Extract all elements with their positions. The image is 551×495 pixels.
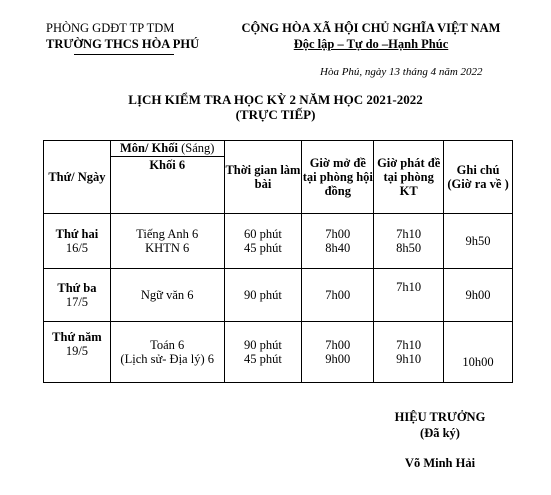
day-cell (44, 214, 111, 269)
header-subject-grade: Khối 6 (149, 158, 186, 172)
dispatch-time-cell (374, 214, 444, 269)
note: 10h00 (462, 355, 494, 369)
signer-role: HIỆU TRƯỞNG (394, 410, 486, 424)
subject: KHTN 6 (145, 241, 190, 255)
day-date: 16/5 (65, 241, 89, 255)
duration: 60 phút (244, 227, 282, 241)
table-row (44, 269, 513, 322)
header-subject-label: Môn/ Khối (119, 141, 178, 155)
department-name: PHÒNG GDĐT TP TDM (46, 21, 175, 35)
document-title (0, 92, 551, 122)
header-open-time: Giờ mở đề tại phòng hội đồng (302, 141, 374, 214)
school-name: TRƯỜNG THCS HÒA PHÚ (46, 37, 200, 51)
table-row (44, 214, 513, 269)
day-cell (44, 322, 111, 383)
open-time-cell (302, 214, 374, 269)
dispatch-time: 9h10 (396, 352, 422, 366)
subject: (Lịch sử- Địa lý) 6 (120, 352, 214, 366)
duration-cell (224, 322, 302, 383)
org-header (46, 20, 206, 55)
national-motto-text: Độc lập – Tự do –Hạnh Phúc (293, 37, 449, 51)
national-title: CỘNG HÒA XÃ HỘI CHỦ NGHĨA VIỆT NAM (241, 21, 501, 35)
open-time-cell (302, 322, 374, 383)
open-time: 7h00 (325, 227, 351, 241)
subject-cell (110, 269, 224, 322)
note-cell (444, 269, 513, 322)
duration-cell (224, 269, 302, 322)
table-row (44, 322, 513, 383)
note: 9h00 (465, 288, 491, 302)
header-dispatch-time: Giờ phát đề tại phòng KT (374, 141, 444, 214)
title-line-2: (TRỰC TIẾP) (235, 107, 316, 122)
subject: Tiếng Anh 6 (136, 227, 199, 241)
subject-cell (110, 214, 224, 269)
dispatch-time: 7h10 (396, 338, 422, 352)
day-date: 17/5 (65, 295, 89, 309)
dispatch-time: 8h50 (396, 241, 422, 255)
national-motto (226, 36, 516, 52)
open-time-cell (302, 269, 374, 322)
duration: 45 phút (244, 352, 282, 366)
signer-name: Võ Minh Hải (404, 456, 476, 470)
header-duration: Thời gian làm bài (224, 141, 302, 214)
open-time: 7h00 (325, 338, 351, 352)
header-subject-session: (Sáng) (177, 141, 215, 155)
open-time: 7h00 (325, 288, 351, 302)
open-time: 9h00 (325, 352, 351, 366)
day-name: Thứ hai (55, 227, 99, 241)
title-line-1: LỊCH KIỂM TRA HỌC KỲ 2 NĂM HỌC 2021-2022 (128, 92, 423, 107)
day-name: Thứ ba (57, 281, 97, 295)
dispatch-time: 7h10 (396, 227, 422, 241)
header-note: Ghi chú (Giờ ra về ) (444, 141, 513, 214)
national-header (226, 20, 516, 52)
dispatch-time: 7h10 (396, 280, 422, 294)
duration-cell (224, 214, 302, 269)
subject: Toán 6 (150, 338, 185, 352)
header-day: Thứ/ Ngày (44, 141, 111, 214)
note: 9h50 (465, 234, 491, 248)
duration: 45 phút (244, 241, 282, 255)
duration: 90 phút (244, 338, 282, 352)
exam-schedule-table (43, 140, 513, 383)
note-cell (444, 214, 513, 269)
table-header-row (44, 141, 513, 214)
header-subject-top (111, 141, 224, 157)
note-cell (444, 322, 513, 383)
day-name: Thứ năm (52, 330, 102, 344)
day-date: 19/5 (65, 344, 89, 358)
school-underline (74, 54, 174, 55)
signature-status: (Đã ký) (420, 426, 460, 440)
subject: Ngữ văn 6 (140, 288, 194, 302)
dispatch-time-cell (374, 322, 444, 383)
date-line: Hòa Phú, ngày 13 tháng 4 năm 2022 (320, 66, 483, 78)
duration: 90 phút (244, 288, 282, 302)
dispatch-time-cell (374, 269, 444, 322)
open-time: 8h40 (325, 241, 351, 255)
day-cell (44, 269, 111, 322)
subject-cell (110, 322, 224, 383)
header-subject (110, 141, 224, 214)
